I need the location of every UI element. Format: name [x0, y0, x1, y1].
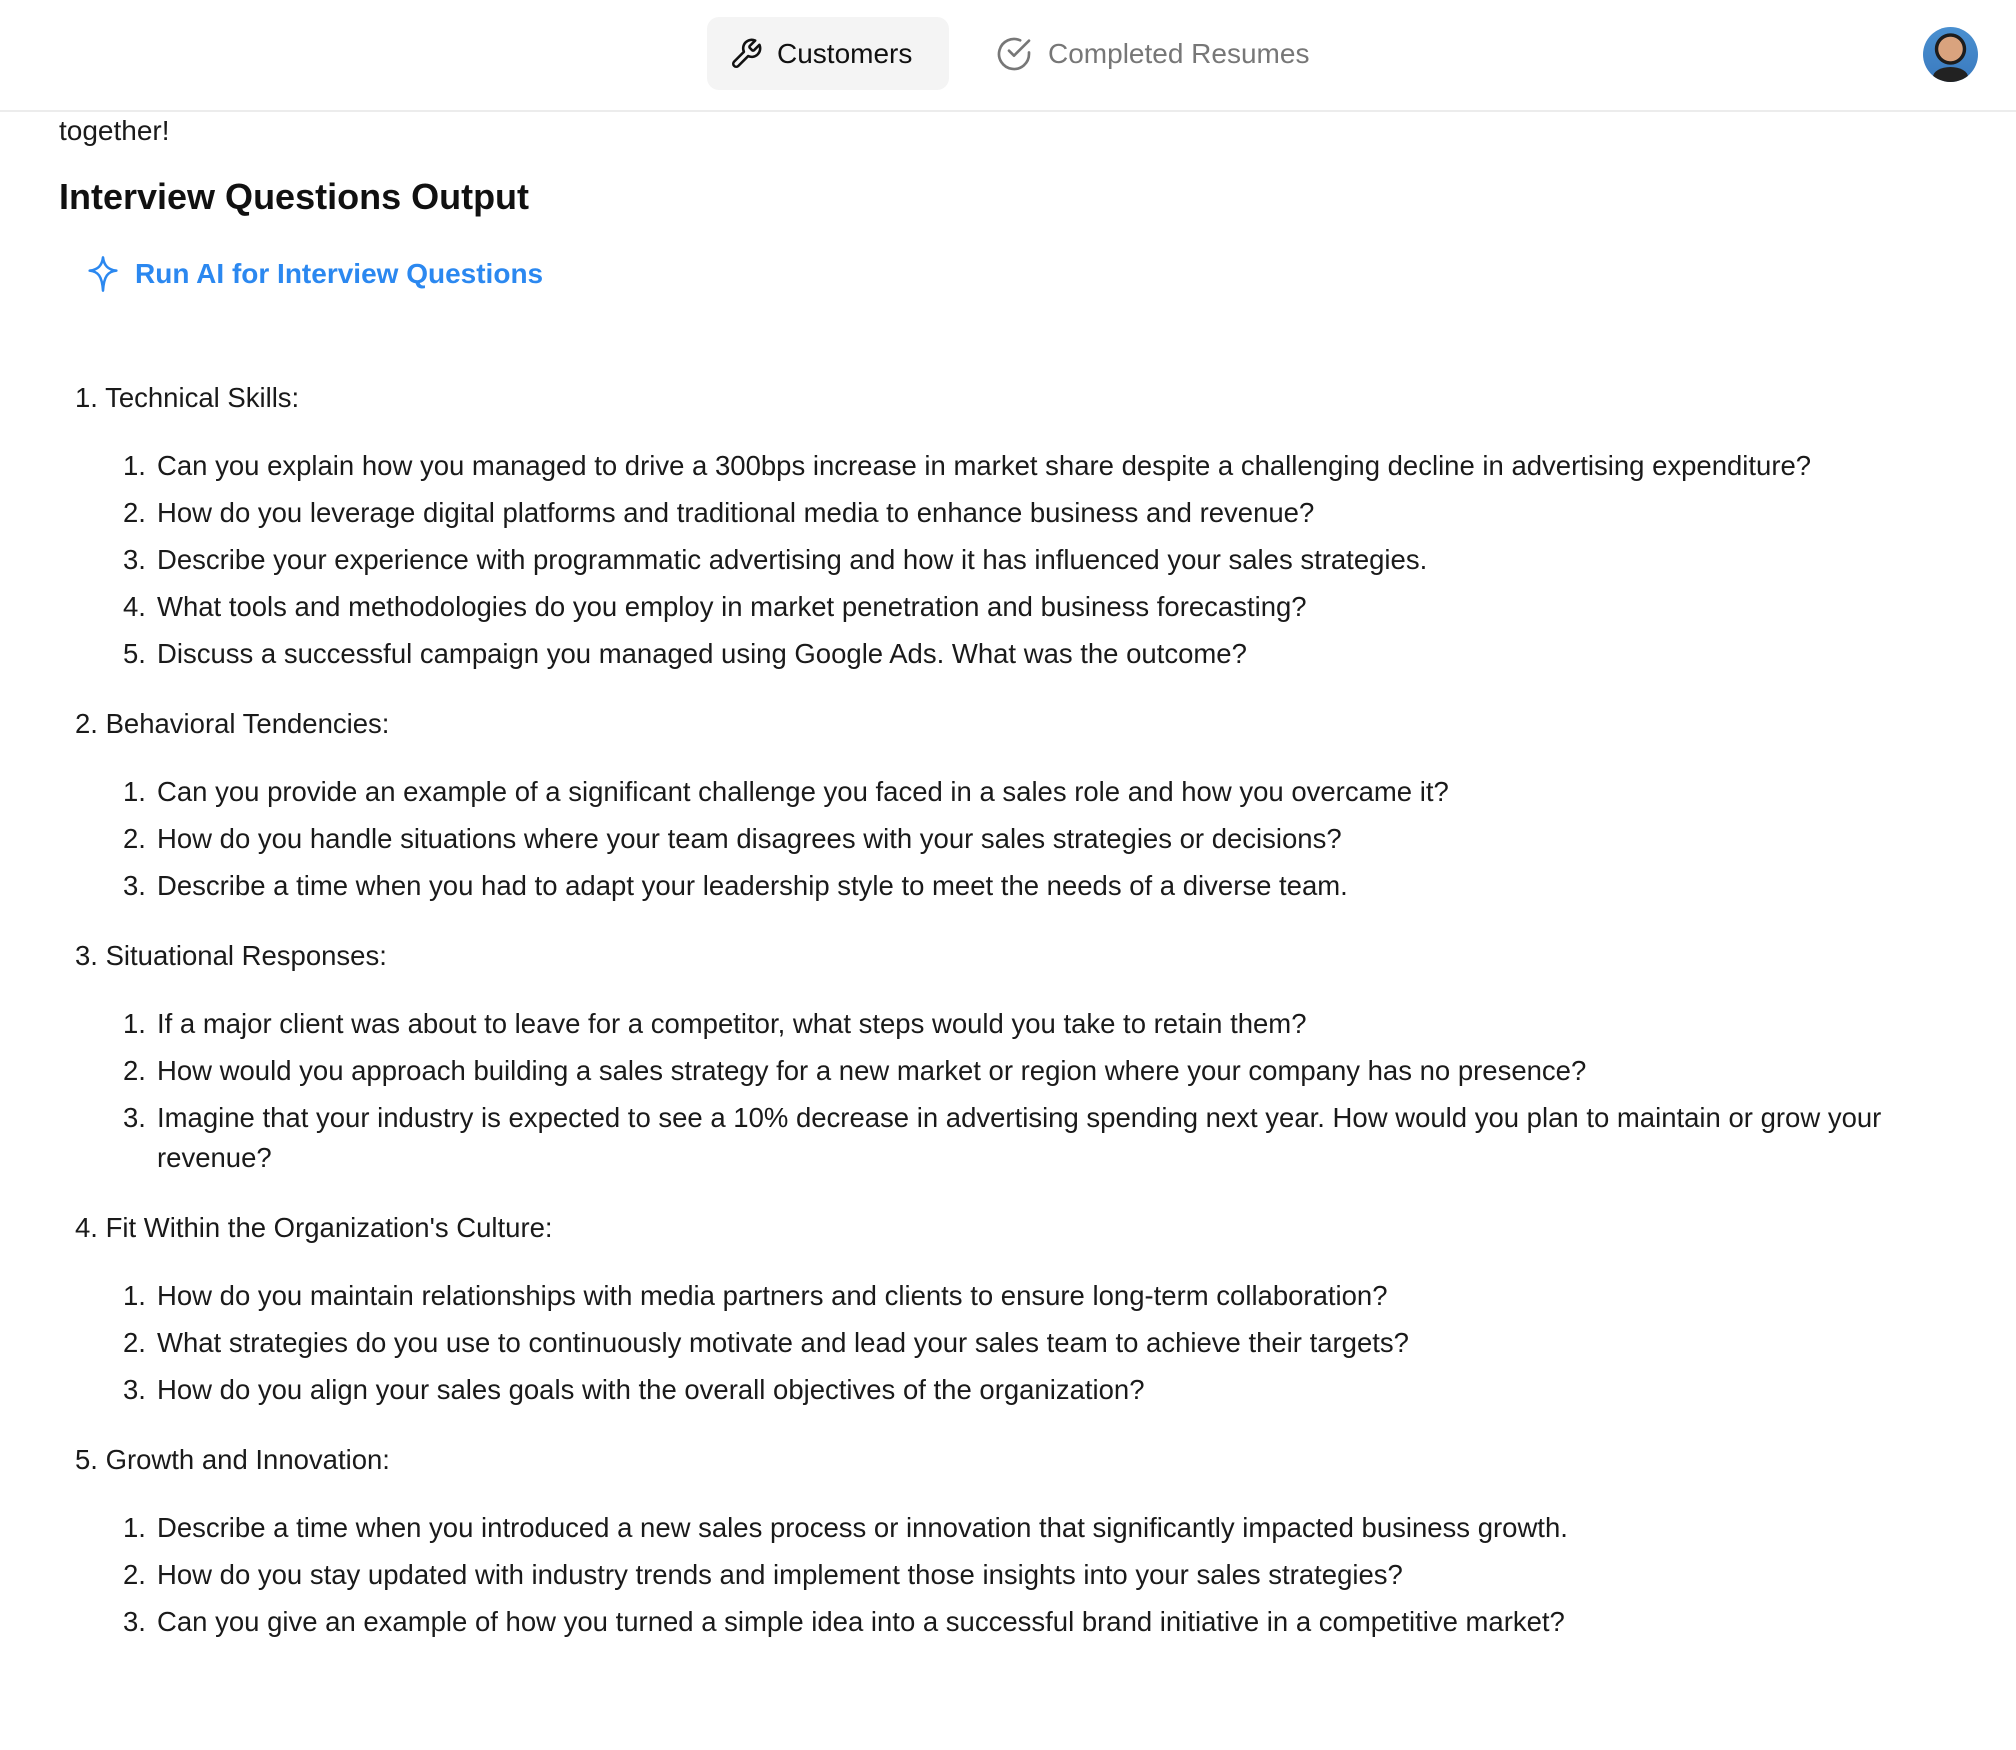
question-item: [123, 1051, 1959, 1091]
section-label: [75, 936, 1959, 976]
question-section: [75, 704, 1959, 906]
question-item: [123, 540, 1959, 580]
question-text: Describe your experience with programmatic advertising and how it has influenced your sales strategies.: [157, 544, 1428, 575]
question-item: [123, 1555, 1959, 1595]
section-number: 4.: [75, 1212, 98, 1243]
question-item: [123, 1098, 1959, 1178]
question-number: 3.: [123, 870, 146, 901]
section-number: 1.: [75, 382, 98, 413]
section-heading: Fit Within the Organization's Culture:: [105, 1212, 553, 1243]
question-item: [123, 1370, 1959, 1410]
tab-completed-resumes[interactable]: [990, 17, 1309, 90]
partial-text: together!: [59, 115, 170, 146]
section-heading: Situational Responses:: [105, 940, 387, 971]
question-section: [75, 378, 1959, 674]
question-text: If a major client was about to leave for a competitor, what steps would you take to retain them?: [157, 1008, 1307, 1039]
question-number: 3.: [123, 544, 146, 575]
top-nav: [0, 0, 2016, 112]
question-text: What tools and methodologies do you employ in market penetration and business forecasting?: [157, 591, 1307, 622]
question-item: [123, 634, 1959, 674]
question-number: 4.: [123, 591, 146, 622]
question-text: How do you leverage digital platforms and traditional media to enhance business and revenue?: [157, 497, 1315, 528]
section-label: [75, 378, 1959, 418]
tab-label: Customers: [777, 37, 913, 69]
question-item: [123, 1508, 1959, 1548]
question-item: [123, 819, 1959, 859]
question-text: Can you explain how you managed to drive a 300bps increase in market share despite a challenging decline in advertising expenditure?: [157, 450, 1812, 481]
question-item: [123, 587, 1959, 627]
question-number: 3.: [123, 1606, 146, 1637]
section-heading: Growth and Innovation:: [105, 1444, 390, 1475]
question-text: Describe a time when you introduced a new sales process or innovation that significantly impacted business growth.: [157, 1512, 1568, 1543]
question-list: [75, 1508, 1959, 1642]
question-number: 2.: [123, 1055, 146, 1086]
section-number: 3.: [75, 940, 98, 971]
question-list: [75, 1276, 1959, 1410]
section-number: 2.: [75, 708, 98, 739]
question-number: 5.: [123, 638, 146, 669]
tab-label: Completed Resumes: [1048, 37, 1310, 69]
section-label: [75, 1440, 1959, 1480]
question-text: How do you align your sales goals with the overall objectives of the organization?: [157, 1374, 1145, 1405]
question-item: [123, 772, 1959, 812]
question-number: 2.: [123, 823, 146, 854]
question-number: 1.: [123, 776, 146, 807]
question-list: [75, 1004, 1959, 1178]
question-text: How would you approach building a sales strategy for a new market or region where your company has no presence?: [157, 1055, 1587, 1086]
question-number: 2.: [123, 497, 146, 528]
run-ai-label: Run AI for Interview Questions: [135, 258, 544, 289]
check-circle-icon: [994, 34, 1034, 74]
question-number: 1.: [123, 1008, 146, 1039]
question-item: [123, 1276, 1959, 1316]
question-text: How do you stay updated with industry trends and implement those insights into your sales strategies?: [157, 1559, 1403, 1590]
question-list: [75, 772, 1959, 906]
question-item: [123, 1602, 1959, 1642]
tab-customers[interactable]: [707, 17, 949, 90]
question-text: Can you give an example of how you turned a simple idea into a successful brand initiative in a competitive market?: [157, 1606, 1565, 1637]
question-number: 1.: [123, 450, 146, 481]
section-number: 5.: [75, 1444, 98, 1475]
section-heading: Technical Skills:: [105, 382, 300, 413]
section-heading: Behavioral Tendencies:: [105, 708, 390, 739]
run-ai-button[interactable]: [83, 254, 1959, 294]
question-text: Can you provide an example of a significant challenge you faced in a sales role and how you overcame it?: [157, 776, 1449, 807]
sparkle-icon: [83, 254, 123, 294]
question-text: Describe a time when you had to adapt your leadership style to meet the needs of a diverse team.: [157, 870, 1348, 901]
question-text: How do you maintain relationships with media partners and clients to ensure long-term collaboration?: [157, 1280, 1388, 1311]
question-number: 2.: [123, 1559, 146, 1590]
question-section: [75, 1208, 1959, 1410]
question-sections: [75, 378, 1959, 1642]
question-number: 3.: [123, 1102, 146, 1133]
question-item: [123, 446, 1959, 486]
wrench-icon: [729, 37, 763, 71]
question-number: 1.: [123, 1512, 146, 1543]
question-item: [123, 1323, 1959, 1363]
question-text: How do you handle situations where your team disagrees with your sales strategies or decisions?: [157, 823, 1342, 854]
question-number: 2.: [123, 1327, 146, 1358]
section-title: Interview Questions Output: [59, 176, 530, 217]
question-text: Discuss a successful campaign you managed using Google Ads. What was the outcome?: [157, 638, 1247, 669]
question-item: [123, 1004, 1959, 1044]
question-text: What strategies do you use to continuously motivate and lead your sales team to achieve their targets?: [157, 1327, 1409, 1358]
question-text: Imagine that your industry is expected to see a 10% decrease in advertising spending next year. How would you plan to maintain or grow your revenue?: [157, 1102, 1882, 1173]
question-number: 3.: [123, 1374, 146, 1405]
section-label: [75, 1208, 1959, 1248]
question-number: 1.: [123, 1280, 146, 1311]
question-item: [123, 866, 1959, 906]
question-section: [75, 1440, 1959, 1642]
question-item: [123, 493, 1959, 533]
section-label: [75, 704, 1959, 744]
user-avatar[interactable]: [1923, 27, 1978, 82]
interview-questions-panel: [59, 176, 1959, 1672]
question-section: [75, 936, 1959, 1178]
question-list: [75, 446, 1959, 674]
